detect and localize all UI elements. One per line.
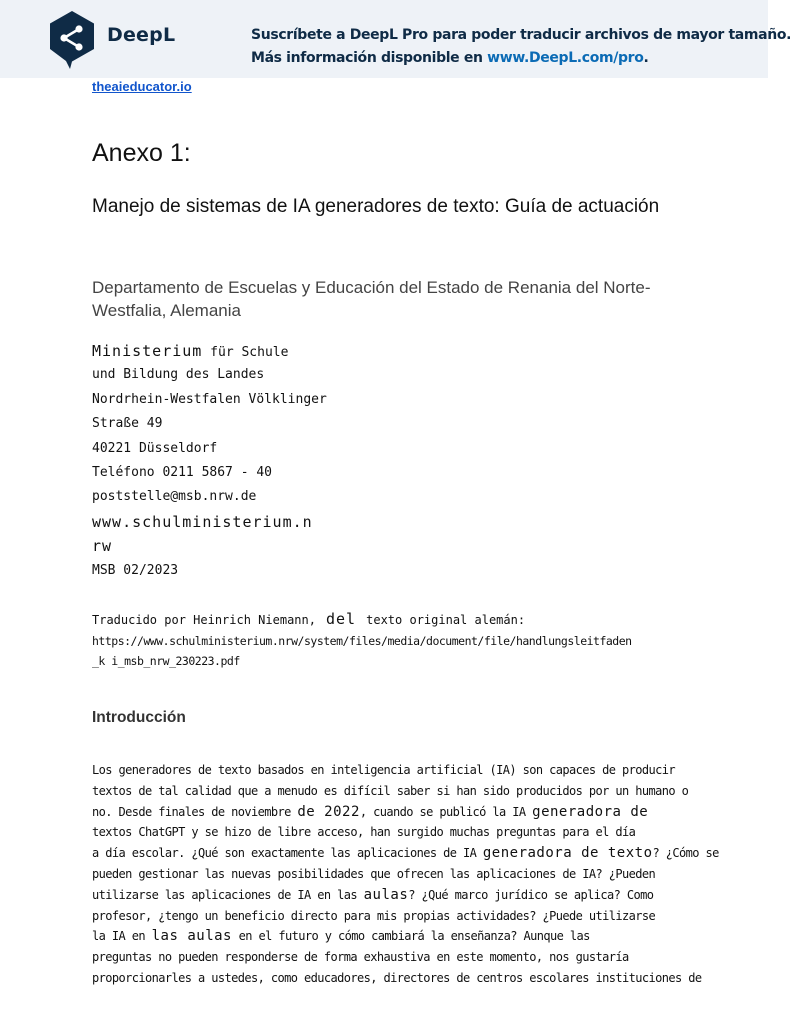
source-link[interactable]: theaieducator.io [92,79,192,94]
address-line: Straße 49 [92,416,163,432]
paragraph-line [92,926,666,947]
address-line: 40221 Düsseldorf [92,440,218,456]
promo-link[interactable]: www.DeepL.com/pro [487,50,644,66]
address-line-1-rest: für Schule [202,345,289,360]
paragraph-segment: generadora de texto [482,845,653,862]
paragraph-segment: proporcionarles a ustedes, como educadores, directores de centros escolares instituciones de [92,970,702,985]
address-website: www.schulministerium.n [92,512,313,531]
annex-heading: Anexo 1: [92,139,191,167]
promo-line-2-suffix: . [643,50,649,66]
deepl-logo-icon [46,9,98,69]
translation-line [92,609,692,631]
paragraph-segment: , cuando se publicó la IA [359,804,533,819]
address-line: Nordrhein-Westfalen Völklinger [92,391,327,407]
translation-note [92,609,692,672]
paragraph-segment: generadora de [532,803,649,820]
paragraph-line [92,968,702,989]
paragraph-segment: ? ¿Qué marco jurídico se aplica? Como [408,887,654,902]
paragraph-line [92,947,666,968]
paragraph-line [92,864,666,885]
translation-del: del [315,610,367,628]
paragraph-segment: textos ChatGPT y se hizo de libre acceso, han surgido muchas preguntas para el día [92,825,636,840]
address-ministry-word: Ministerium [92,342,203,360]
source-url-line-1[interactable]: https://www.schulministerium.nrw/system/files/media/document/file/handlungsleitfaden [92,633,632,648]
paragraph-segment: las aulas [151,928,232,945]
paragraph-segment: Los generadores de texto basados en inteligencia artificial (IA) son capaces de producir [92,763,675,777]
paragraph-segment: en el futuro y cómo cambiará la enseñanza? Aunque las [231,929,590,944]
translator: Traducido por Heinrich Niemann, [92,613,316,627]
paragraph-line [92,885,666,906]
translation-original: texto original alemán: [366,613,526,627]
address-line [92,339,327,363]
promo-line-1: Suscríbete a DeepL Pro para poder traducir archivos de mayor tamaño. [251,27,791,43]
promo-line-2 [251,47,791,70]
document-title: Manejo de sistemas de IA generadores de texto: Guía de actuación [92,196,660,217]
introduction-body [92,760,719,989]
deepl-banner [0,0,791,78]
paragraph-segment: no. Desde finales de noviembre [92,804,298,819]
department-name: Departamento de Escuelas y Educación del Estado de Renania del Norte-Westfalia, Alemania [92,278,651,320]
paragraph-line [92,760,675,781]
paragraph-segment: pueden gestionar las nuevas posibilidades que ofrecen las aplicaciones de IA? ¿Pueden [92,866,656,881]
brand-name: DeepL [107,24,176,46]
address-website-cont: rw [92,537,113,556]
paragraph-segment: preguntas no pueden responderse de forma exhaustiva en este momento, nos gustaría [92,950,629,965]
paragraph-segment: utilizarse las aplicaciones de IA en las [92,887,364,902]
address-phone: Teléfono 0211 5867 - 40 [92,464,273,480]
source-url-line-2[interactable]: _k i_msb_nrw_230223.pdf [92,654,240,668]
paragraph-segment: profesor, ¿tengo un beneficio directo para mis propias actividades? ¿Puede utilizarse [92,908,656,923]
promo-text [251,24,791,70]
paragraph-line [92,906,666,927]
paragraph-line [92,822,666,843]
paragraph-segment: a día escolar. ¿Qué son exactamente las aplicaciones de IA [92,846,483,861]
paragraph-line [92,781,689,802]
address-reference: MSB 02/2023 [92,562,179,578]
paragraph-segment: textos de tal calidad que a menudo es difícil saber si han sido producidos por un humano o [92,783,689,798]
paragraph-segment: aulas [363,886,409,903]
paragraph-segment: ? ¿Cómo se [652,846,719,861]
paragraph-line [92,802,666,823]
address-block [92,339,327,583]
introduction-heading: Introducción [92,709,186,726]
paragraph-line [92,843,719,864]
address-line: und Bildung des Landes [92,367,265,383]
promo-line-2-prefix: Más información disponible en [251,50,488,66]
paragraph-segment: la IA en [92,929,152,944]
paragraph-segment: de 2022 [297,803,360,820]
address-email: poststelle@msb.nrw.de [92,489,257,505]
